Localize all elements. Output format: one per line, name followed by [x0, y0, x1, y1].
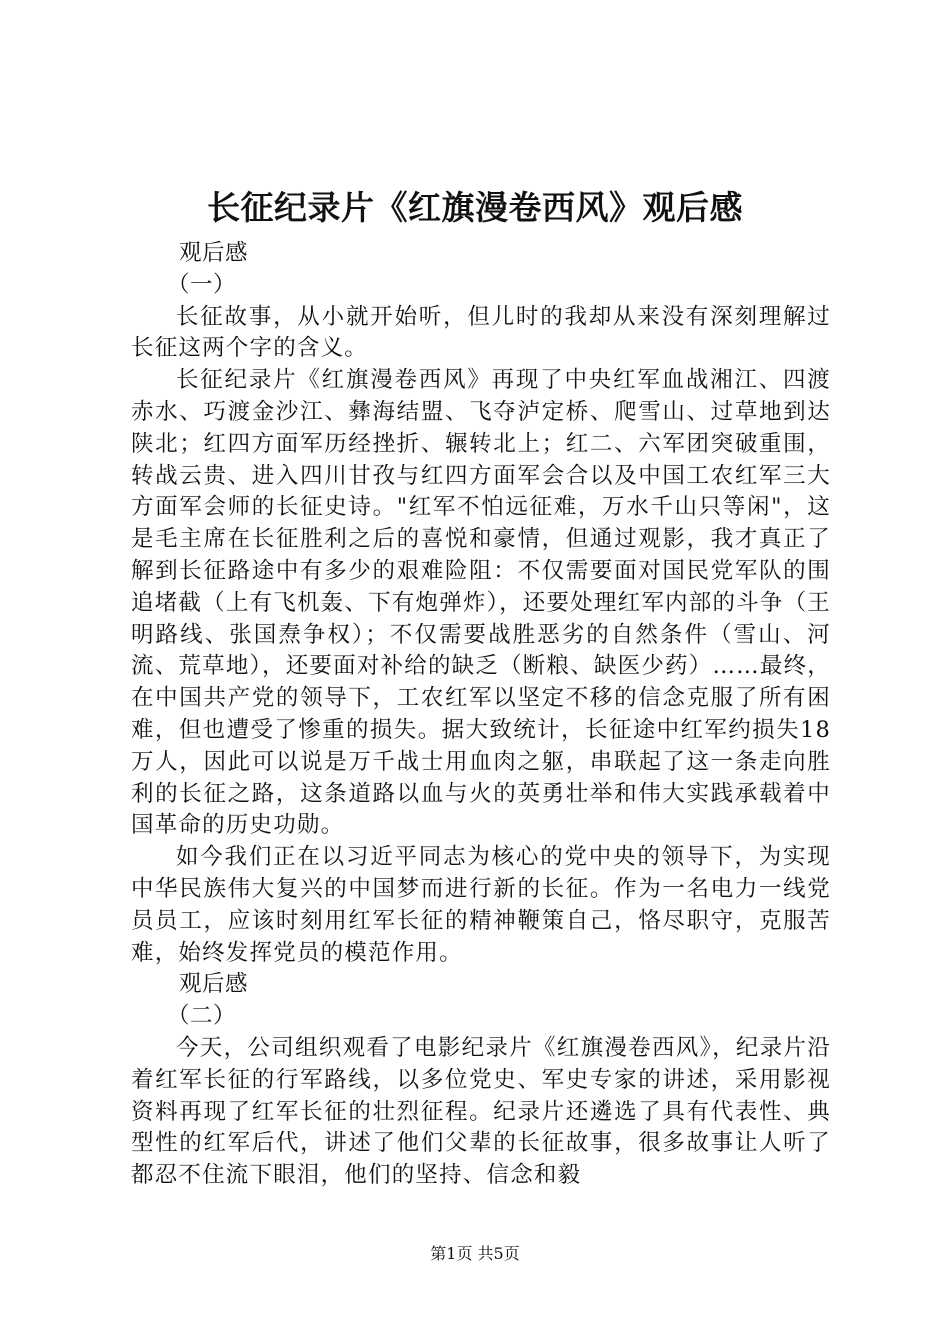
- section-label: 观后感: [179, 971, 249, 998]
- page-footer: 第1页 共5页: [430, 1244, 520, 1263]
- section-number: （一）: [167, 271, 237, 298]
- paragraph: 长征纪录片《红旗漫卷西风》再现了中央红军血战湘江、四渡赤水、巧渡金沙江、彝海结盟、飞夺泸定桥、爬雪山、过草地到达陕北；红四方面军历经挫折、辗转北上；红二、六军团突破重围，转战云贵、进入四川甘孜与红四方面军会合以及中国工农红军三大方面军会师的长征史诗。"红军不怕远征难，万水千山只等闲"，这是毛主席在长征胜利之后的喜悦和豪情，但通过观影，我才真正了解到长征路途中有多少的艰难险阻：不仅需要面对国民党军队的围追堵截（上有飞机轰、下有炮弹炸），还要处理红军内部的斗争（王明路线、张国焘争权）；不仅需要战胜恶劣的自然条件（雪山、河流、荒草地），还要面对补给的缺乏（断粮、缺医少药）……最终，在中国共产党的领导下，工农红军以坚定不移的信念克服了所有困难，但也遭受了惨重的损失。据大致统计，长征途中红军约损失18万人，因此可以说是万千战士用血肉之躯，串联起了这一条走向胜利的长征之路，这条道路以血与火的英勇壮举和伟大实践承载着中国革命的历史功勋。: [131, 367, 831, 839]
- section-label: 观后感: [179, 240, 249, 266]
- document-body: [131, 238, 831, 1192]
- section-number: （二）: [167, 1003, 237, 1030]
- paragraph: 今天，公司组织观看了电影纪录片《红旗漫卷西风》，纪录片沿着红军长征的行军路线，以多位党史、军史专家的讲述，采用影视资料再现了红军长征的壮烈征程。纪录片还遴选了具有代表性、典型性的红军后代，讲述了他们父辈的长征故事，很多故事让人听了都忍不住流下眼泪，他们的坚持、信念和毅: [131, 1034, 831, 1189]
- paragraph: 长征故事，从小就开始听，但儿时的我却从来没有深刻理解过长征这两个字的含义。: [131, 303, 831, 362]
- document-title: 长征纪录片《红旗漫卷西风》观后感: [207, 188, 743, 227]
- paragraph: 如今我们正在以习近平同志为核心的党中央的领导下，为实现中华民族伟大复兴的中国梦而进行新的长征。作为一名电力一线党员员工，应该时刻用红军长征的精神鞭策自己，恪尽职守，克服苦难，始终发挥党员的模范作用。: [131, 844, 831, 966]
